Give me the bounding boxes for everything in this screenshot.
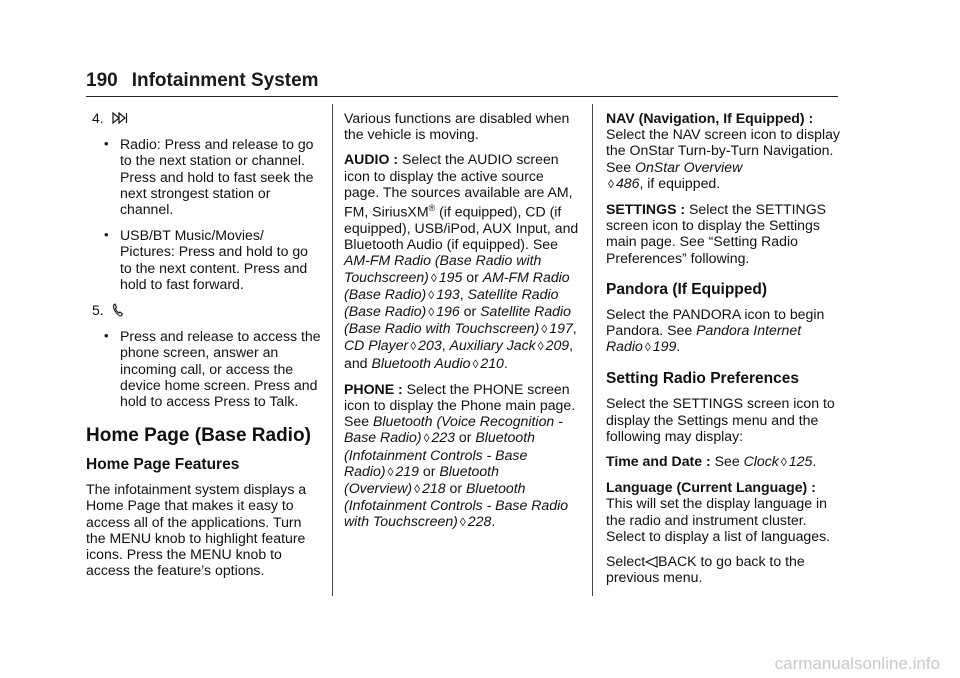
text: Select the AUDIO screen icon to display the active source page. The sources available are AM, FM, SiriusXM [344, 151, 573, 220]
bullet-text: Press and release to access the phone screen, answer an incoming call, or access the device home screen. Press and hold to access Press to Talk. [120, 328, 321, 410]
list-item [104, 227, 322, 292]
header-rule [86, 96, 838, 97]
registered-mark: ® [428, 203, 436, 214]
page-ref[interactable]: 219 [395, 462, 419, 479]
paragraph: Various functions are disabled when the vehicle is moving. [344, 110, 570, 143]
subsection-heading: Pandora (If Equipped) [606, 280, 768, 298]
page-reference-arrow-icon: ◊ [537, 339, 544, 354]
cross-reference[interactable]: Bluetooth (Overview) [344, 462, 499, 496]
page-reference-arrow-icon: ◊ [780, 455, 787, 470]
bullet-text: Radio: Press and release to go to the next station or channel. Press and hold to fast seek the next strongest station or channel. [120, 136, 314, 218]
page-number: 190 [86, 70, 118, 91]
text: , [441, 337, 450, 354]
cross-reference[interactable]: Bluetooth (Infotainment Controls - Base Radio) [344, 429, 535, 479]
text: or [445, 479, 466, 496]
text: , [572, 320, 577, 337]
list-item [104, 328, 322, 409]
section-heading: Home Page (Base Radio) [86, 425, 311, 447]
text: . [503, 354, 508, 371]
settings-paragraph [606, 201, 844, 266]
nav-paragraph [606, 110, 844, 192]
phone-icon [112, 303, 124, 317]
text: or [462, 268, 483, 285]
page-ref[interactable]: 197 [549, 320, 573, 337]
text: Select the NAV screen icon to display the OnStar Turn-by-Turn Navigation. See [606, 126, 840, 175]
page-ref[interactable]: 228 [467, 513, 492, 530]
cross-reference[interactable]: OnStar Overview [635, 158, 743, 175]
page-ref[interactable]: 486 [615, 174, 640, 191]
column-divider-2 [592, 104, 593, 596]
text: Select [606, 553, 646, 570]
list-item [104, 136, 322, 217]
term-label: Time and Date : [606, 453, 711, 470]
page-reference-arrow-icon: ◊ [430, 270, 437, 285]
pandora-paragraph [606, 306, 844, 356]
language-paragraph [606, 479, 844, 544]
text: or [459, 302, 481, 319]
cross-reference[interactable]: Pandora Internet Radio [606, 322, 802, 355]
section-title: Infotainment System [131, 70, 319, 91]
watermark: carmanualsonline.info [774, 654, 940, 673]
text: This will set the display language in the radio and instrument cluster. Select to display a list of languages. [606, 495, 831, 544]
page-reference-arrow-icon: ◊ [387, 464, 394, 479]
page-ref[interactable]: 125 [788, 453, 813, 470]
term-label: AUDIO : [344, 151, 399, 168]
item-number: 4. [92, 110, 104, 126]
page-ref[interactable]: 218 [422, 479, 446, 496]
page-reference-arrow-icon: ◊ [428, 287, 435, 302]
page-reference-arrow-icon: ◊ [644, 340, 651, 355]
text: Select the PHONE screen icon to display the Phone main page. See [344, 380, 576, 430]
page-ref[interactable]: 196 [436, 302, 460, 319]
seek-forward-icon [112, 111, 128, 125]
bullet: • [104, 136, 109, 152]
cross-reference[interactable]: Satellite Radio (Base Radio with Touchscreen) [344, 302, 571, 337]
text: . [491, 513, 496, 530]
term-label: SETTINGS : [606, 201, 686, 218]
cross-reference[interactable]: AM-FM Radio (Base Radio) [344, 268, 570, 302]
list-item-5 [92, 302, 322, 318]
page-reference-arrow-icon: ◊ [428, 304, 435, 319]
column-1 [86, 110, 322, 587]
back-arrow-icon [645, 556, 658, 568]
page-ref[interactable]: 210 [480, 354, 504, 371]
page-reference-arrow-icon: ◊ [541, 322, 548, 337]
column-2 [344, 110, 582, 540]
page-ref[interactable]: 209 [545, 337, 570, 354]
cross-reference[interactable]: Bluetooth Audio [371, 354, 471, 371]
page-ref[interactable]: 223 [431, 429, 456, 446]
cross-reference[interactable]: CD Player [344, 337, 409, 354]
text: (if equipped), CD (if equipped), USB/iPod, AUX Input, and Bluetooth Audio (if equipped). See [344, 203, 579, 253]
item-number: 5. [92, 302, 104, 319]
page-reference-arrow-icon: ◊ [608, 176, 614, 191]
page-reference-arrow-icon: ◊ [472, 356, 479, 371]
subsection-heading: Setting Radio Preferences [606, 370, 799, 388]
text: , and [344, 337, 574, 371]
text: Select the SETTINGS screen icon to display the Settings main page. See “Setting Radio Preferences” following. [606, 201, 827, 266]
text: Select the PANDORA icon to begin Pandora. See [606, 305, 825, 339]
cross-reference[interactable]: Bluetooth (Voice Recognition - Base Radio) [344, 413, 563, 446]
cross-reference[interactable]: AM-FM Radio (Base Radio with Touchscreen) [344, 252, 542, 285]
text: See [710, 453, 744, 470]
page-reference-arrow-icon: ◊ [414, 481, 421, 496]
bullet: • [104, 328, 109, 344]
page-ref[interactable]: 203 [418, 337, 442, 354]
text: , [459, 285, 468, 302]
paragraph: Select the SETTINGS screen icon to display the Settings menu and the following may display: [606, 395, 835, 444]
cross-reference[interactable]: Clock [743, 453, 779, 470]
back-paragraph [606, 553, 844, 585]
text: or [455, 429, 476, 446]
term-label: PHONE : [344, 380, 403, 397]
phone-paragraph [344, 381, 582, 531]
page-ref[interactable]: 195 [438, 268, 463, 285]
page-reference-arrow-icon: ◊ [459, 515, 466, 530]
cross-reference[interactable]: Satellite Radio (Base Radio) [344, 285, 559, 319]
bullet-text: USB/BT Music/Movies/ Pictures: Press and hold to go to the next content. Press and hold to fast forward. [120, 227, 309, 292]
list-item-4 [92, 110, 322, 126]
subsection-heading: Home Page Features [86, 456, 240, 474]
bullet: • [104, 227, 109, 243]
page-header [86, 70, 319, 92]
page-ref[interactable]: 199 [652, 338, 677, 355]
text: or [418, 462, 440, 479]
text: , if equipped. [639, 174, 721, 191]
column-3 [606, 110, 844, 594]
term-label: NAV (Navigation, If Equipped) : [606, 110, 814, 126]
page-reference-arrow-icon: ◊ [423, 431, 430, 446]
paragraph: The infotainment system displays a Home Page that makes it easy to access all of the applications. Turn the MENU knob to highlight feature icons. Press the MENU knob to access the feature’s options. [86, 481, 307, 579]
text: . [812, 453, 817, 470]
page-reference-arrow-icon: ◊ [410, 339, 417, 354]
page-ref[interactable]: 193 [436, 285, 460, 302]
audio-paragraph [344, 151, 582, 371]
text: . [676, 338, 681, 355]
time-paragraph [606, 453, 844, 470]
column-divider-1 [332, 104, 333, 596]
text: BACK to go back to the previous menu. [606, 553, 805, 586]
cross-reference[interactable]: Auxiliary Jack [449, 337, 536, 354]
cross-reference[interactable]: Bluetooth (Infotainment Controls - Base Radio with Touchscreen) [344, 479, 569, 530]
term-label: Language (Current Language) : [606, 479, 816, 496]
